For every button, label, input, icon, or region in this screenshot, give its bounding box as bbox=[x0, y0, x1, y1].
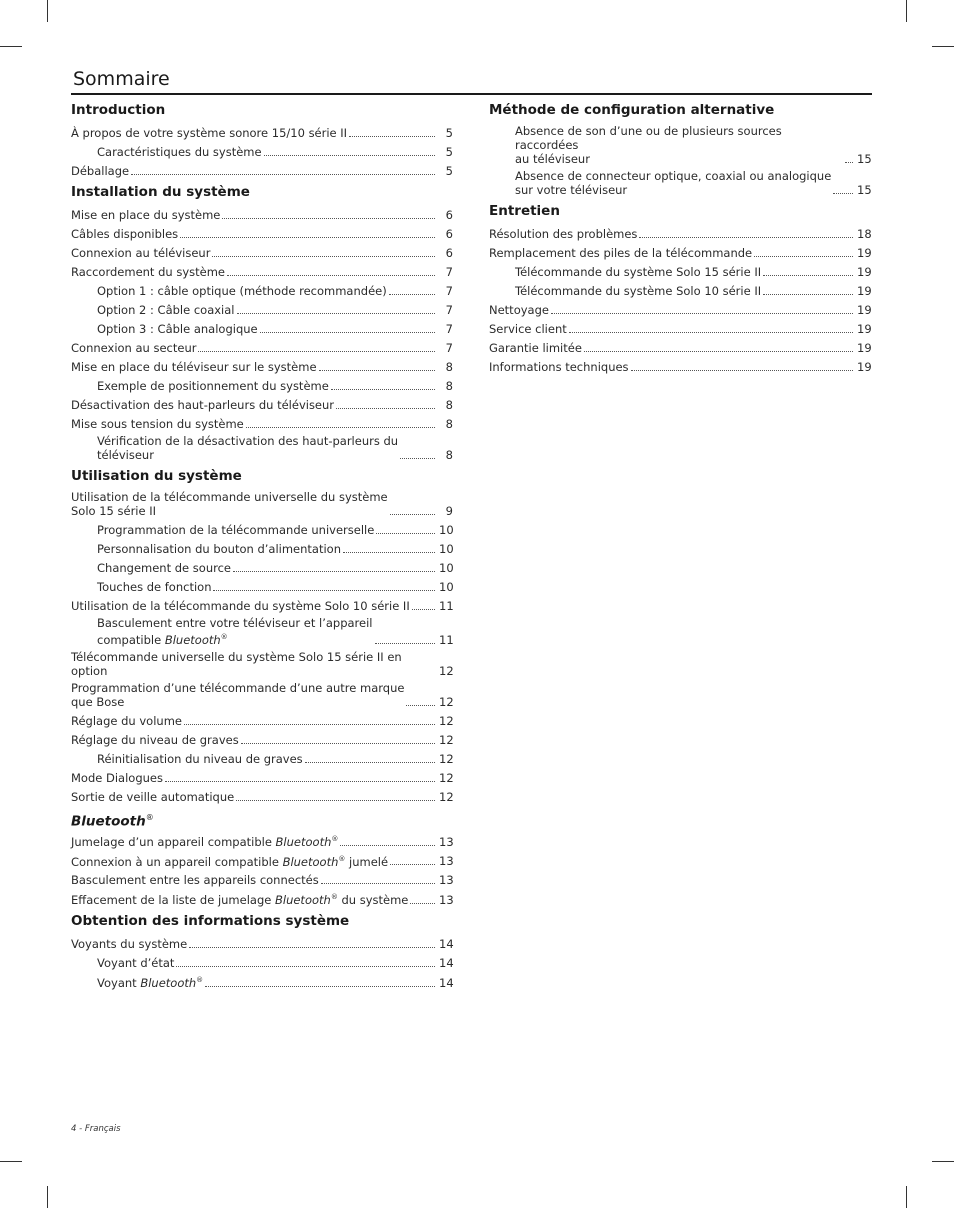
crop-mark bbox=[932, 1161, 954, 1162]
toc-entry[interactable] bbox=[71, 868, 453, 887]
dot-leader bbox=[189, 947, 435, 948]
dot-leader bbox=[763, 275, 853, 276]
dot-leader bbox=[222, 218, 435, 219]
toc-right-column bbox=[489, 100, 871, 374]
toc-section bbox=[71, 182, 453, 462]
toc-entry-label: Caractéristiques du système bbox=[97, 145, 262, 159]
toc-entry-label: Voyant d’état bbox=[97, 956, 175, 971]
toc-entry-label: Remplacement des piles de la télécommande bbox=[489, 246, 753, 260]
toc-entry[interactable] bbox=[71, 594, 453, 613]
toc-entry-label: Basculement entre les appareils connectés bbox=[71, 873, 319, 888]
toc-entry-label: Raccordement du système bbox=[71, 265, 225, 279]
toc-entry[interactable] bbox=[71, 159, 453, 178]
dot-leader bbox=[410, 903, 435, 904]
toc-entry[interactable] bbox=[71, 829, 453, 849]
toc-entry-label: Sortie de veille automatique bbox=[71, 789, 235, 804]
dot-leader bbox=[233, 571, 435, 572]
dot-leader bbox=[305, 762, 435, 763]
toc-entry-label: Mise sous tension du système bbox=[71, 417, 244, 431]
toc-entry-page: 10 bbox=[439, 542, 454, 556]
toc-entry-page: 14 bbox=[439, 937, 454, 952]
toc-entry-page: 11 bbox=[439, 599, 454, 613]
title-rule bbox=[71, 93, 872, 95]
dot-leader bbox=[176, 966, 435, 967]
toc-entry-label: Réglage du niveau de graves bbox=[71, 732, 239, 747]
dot-leader bbox=[389, 294, 435, 295]
section-heading: Introduction bbox=[71, 102, 166, 118]
crop-mark bbox=[0, 1161, 22, 1162]
toc-entry-label: Option 1 : câble optique (méthode recommandée) bbox=[97, 284, 387, 298]
toc-entry-label: Absence de son d’une ou de plusieurs sources raccordées au téléviseur bbox=[515, 124, 782, 166]
toc-entry-label: Réglage du volume bbox=[71, 713, 182, 728]
section-heading: Méthode de configuration alternative bbox=[489, 102, 775, 118]
dot-leader bbox=[551, 313, 853, 314]
toc-entry[interactable] bbox=[71, 575, 453, 594]
toc-entry[interactable] bbox=[489, 317, 871, 336]
toc-entry[interactable] bbox=[71, 747, 453, 766]
toc-entry-label: Utilisation de la télécommande du système Solo 10 série II bbox=[71, 599, 410, 613]
toc-entry-page: 7 bbox=[445, 284, 453, 298]
toc-entry-page: 12 bbox=[439, 663, 454, 678]
page-title: Sommaire bbox=[73, 68, 170, 90]
toc-section bbox=[71, 100, 453, 178]
toc-entry-page: 9 bbox=[445, 504, 453, 518]
toc-entry-label: Changement de source bbox=[97, 561, 231, 575]
toc-section bbox=[71, 466, 453, 804]
toc-entry-label: Connexion au secteur bbox=[71, 341, 197, 355]
toc-entry-page: 13 bbox=[439, 893, 454, 908]
toc-entry-label: Touches de fonction bbox=[97, 580, 212, 594]
toc-entry[interactable] bbox=[71, 260, 453, 279]
toc-entry-page: 8 bbox=[445, 360, 453, 374]
toc-entry-page: 12 bbox=[439, 751, 454, 766]
toc-entry-page: 8 bbox=[445, 379, 453, 393]
toc-entry[interactable] bbox=[71, 887, 453, 907]
toc-entry[interactable] bbox=[71, 728, 453, 747]
dot-leader bbox=[400, 458, 435, 459]
toc-entry[interactable] bbox=[489, 260, 871, 279]
toc-entry-label: Télécommande universelle du système Solo 15 série II en option bbox=[71, 649, 402, 678]
crop-mark bbox=[47, 0, 48, 22]
toc-entry-page: 19 bbox=[857, 265, 872, 279]
toc-entry[interactable] bbox=[71, 412, 453, 431]
dot-leader bbox=[340, 845, 435, 846]
toc-entry-label: Jumelage d’un appareil compatible Bluetooth® bbox=[71, 834, 339, 849]
toc-entry[interactable] bbox=[71, 613, 453, 647]
toc-entry-label: Câbles disponibles bbox=[71, 227, 179, 241]
dot-leader bbox=[763, 294, 853, 295]
toc-entry-page: 7 bbox=[445, 265, 453, 279]
toc-entry-page: 7 bbox=[445, 322, 453, 336]
toc-entry-label: Programmation d’une télécommande d’une autre marque que Bose bbox=[71, 680, 405, 709]
dot-leader bbox=[331, 389, 435, 390]
toc-entry[interactable] bbox=[71, 121, 453, 140]
toc-entry-label: Mise en place du téléviseur sur le système bbox=[71, 360, 317, 374]
toc-entry-label: Nettoyage bbox=[489, 303, 549, 317]
dot-leader bbox=[180, 237, 435, 238]
toc-entry-label: Mise en place du système bbox=[71, 208, 221, 222]
toc-entry[interactable] bbox=[71, 537, 453, 556]
toc-entry-page: 13 bbox=[439, 834, 454, 849]
toc-section bbox=[71, 911, 453, 990]
crop-mark bbox=[932, 46, 954, 47]
dot-leader bbox=[639, 237, 853, 238]
dot-leader bbox=[376, 533, 435, 534]
toc-entry-page: 10 bbox=[439, 580, 454, 594]
toc-entry[interactable] bbox=[71, 849, 453, 869]
toc-entry[interactable] bbox=[71, 355, 453, 374]
toc-entry-page: 12 bbox=[439, 732, 454, 747]
toc-entry[interactable] bbox=[71, 374, 453, 393]
toc-entry-label: Mode Dialogues bbox=[71, 770, 163, 785]
toc-entry[interactable] bbox=[71, 932, 453, 951]
dot-leader bbox=[390, 864, 435, 865]
toc-entry-label: Télécommande du système Solo 10 série II bbox=[515, 284, 762, 298]
dot-leader bbox=[205, 986, 435, 987]
toc-entry[interactable] bbox=[71, 241, 453, 260]
dot-leader bbox=[406, 705, 435, 706]
toc-entry-label: Résolution des problèmes bbox=[489, 227, 638, 241]
toc-entry-page: 8 bbox=[445, 398, 453, 412]
toc-entry[interactable] bbox=[489, 241, 871, 260]
toc-entry-page: 13 bbox=[439, 854, 454, 869]
toc-entry-page: 12 bbox=[439, 713, 454, 728]
dot-leader bbox=[390, 514, 435, 515]
dot-leader bbox=[165, 781, 435, 782]
toc-entry-label: Effacement de la liste de jumelage Bluetooth® du système bbox=[71, 893, 409, 908]
toc-entry-label: Réinitialisation du niveau de graves bbox=[97, 751, 303, 766]
toc-entry[interactable] bbox=[489, 355, 871, 374]
toc-entry[interactable] bbox=[71, 709, 453, 728]
toc-entry[interactable] bbox=[71, 556, 453, 575]
crop-mark bbox=[47, 1186, 48, 1208]
toc-entry-label: Absence de connecteur optique, coaxial ou analogique sur votre téléviseur bbox=[515, 169, 832, 197]
toc-entry-label: Voyants du système bbox=[71, 937, 188, 952]
toc-entry-page: 6 bbox=[445, 208, 453, 222]
toc-entry[interactable] bbox=[71, 951, 453, 970]
dot-leader bbox=[198, 351, 435, 352]
dot-leader bbox=[754, 256, 853, 257]
toc-entry-page: 6 bbox=[445, 227, 453, 241]
dot-leader bbox=[321, 883, 435, 884]
toc-entry-label: Désactivation des haut-parleurs du téléviseur bbox=[71, 398, 335, 412]
toc-entry-page: 15 bbox=[857, 152, 872, 166]
crop-mark bbox=[906, 1186, 907, 1208]
toc-entry[interactable] bbox=[71, 222, 453, 241]
toc-entry-page: 7 bbox=[445, 303, 453, 317]
toc-entry-label: Garantie limitée bbox=[489, 341, 582, 355]
toc-entry-label: Option 3 : Câble analogique bbox=[97, 322, 258, 336]
toc-entry[interactable] bbox=[71, 678, 453, 709]
toc-entry-page: 6 bbox=[445, 246, 453, 260]
toc-entry[interactable] bbox=[71, 203, 453, 222]
dot-leader bbox=[375, 643, 436, 644]
toc-section bbox=[71, 808, 453, 907]
toc-entry-label: Déballage bbox=[71, 164, 130, 178]
toc-entry-page: 12 bbox=[439, 770, 454, 785]
toc-entry-label: Exemple de positionnement du système bbox=[97, 379, 329, 393]
toc-entry-page: 15 bbox=[857, 183, 872, 197]
dot-leader bbox=[319, 370, 435, 371]
toc-entry-page: 12 bbox=[439, 694, 454, 709]
dot-leader bbox=[264, 155, 435, 156]
toc-entry-page: 19 bbox=[857, 284, 872, 298]
toc-entry[interactable] bbox=[71, 487, 453, 518]
crop-mark bbox=[0, 46, 22, 47]
dot-leader bbox=[241, 743, 435, 744]
toc-entry[interactable] bbox=[489, 298, 871, 317]
toc-entry-page: 19 bbox=[857, 303, 872, 317]
toc-entry-label: Voyant Bluetooth® bbox=[97, 976, 204, 991]
toc-entry-page: 5 bbox=[445, 126, 453, 140]
dot-leader bbox=[584, 351, 853, 352]
toc-entry-page: 8 bbox=[445, 448, 453, 462]
dot-leader bbox=[349, 136, 435, 137]
toc-entry[interactable] bbox=[71, 647, 453, 678]
toc-entry-page: 18 bbox=[857, 227, 872, 241]
section-heading: Entretien bbox=[489, 203, 560, 219]
toc-entry-label: Connexion à un appareil compatible Bluetooth® jumelé bbox=[71, 854, 389, 869]
toc-entry-page: 19 bbox=[857, 341, 872, 355]
toc-entry-page: 14 bbox=[439, 976, 454, 991]
toc-entry-label: Vérification de la désactivation des haut-parleurs du téléviseur bbox=[97, 434, 399, 462]
toc-entry-label: Personnalisation du bouton d’alimentation bbox=[97, 542, 341, 556]
dot-leader bbox=[237, 313, 436, 314]
toc-entry-label: Programmation de la télécommande universelle bbox=[97, 523, 375, 537]
toc-entry-page: 19 bbox=[857, 322, 872, 336]
toc-entry[interactable] bbox=[71, 317, 453, 336]
dot-leader bbox=[412, 609, 435, 610]
toc-entry-page: 11 bbox=[439, 632, 454, 647]
toc-entry[interactable] bbox=[71, 140, 453, 159]
toc-section bbox=[489, 100, 871, 197]
toc-entry[interactable] bbox=[71, 431, 453, 462]
toc-entry-page: 8 bbox=[445, 417, 453, 431]
toc-entry[interactable] bbox=[489, 121, 871, 166]
page-footer: 4 - Français bbox=[71, 1124, 121, 1134]
dot-leader bbox=[213, 590, 435, 591]
toc-entry-label: Service client bbox=[489, 322, 567, 336]
section-heading: Bluetooth® bbox=[71, 812, 154, 830]
toc-entry-page: 19 bbox=[857, 360, 872, 374]
dot-leader bbox=[236, 800, 435, 801]
toc-entry-label: Utilisation de la télécommande universelle du système Solo 15 série II bbox=[71, 490, 388, 518]
dot-leader bbox=[131, 174, 435, 175]
dot-leader bbox=[631, 370, 853, 371]
dot-leader bbox=[569, 332, 853, 333]
toc-entry-page: 7 bbox=[445, 341, 453, 355]
toc-entry[interactable] bbox=[71, 279, 453, 298]
toc-entry[interactable] bbox=[71, 785, 453, 804]
toc-entry-page: 12 bbox=[439, 789, 454, 804]
section-heading: Obtention des informations système bbox=[71, 913, 350, 930]
toc-entry[interactable] bbox=[71, 970, 453, 990]
dot-leader bbox=[212, 256, 435, 257]
toc-entry-label: À propos de votre système sonore 15/10 série II bbox=[71, 126, 348, 140]
dot-leader bbox=[343, 552, 435, 553]
dot-leader bbox=[845, 162, 853, 163]
toc-entry[interactable] bbox=[489, 279, 871, 298]
crop-mark bbox=[906, 0, 907, 22]
toc-entry[interactable] bbox=[71, 393, 453, 412]
section-heading: Utilisation du système bbox=[71, 468, 242, 484]
dot-leader bbox=[184, 724, 435, 725]
dot-leader bbox=[227, 275, 435, 276]
toc-section bbox=[489, 201, 871, 374]
toc-entry-page: 10 bbox=[439, 561, 454, 575]
toc-entry[interactable] bbox=[71, 518, 453, 537]
dot-leader bbox=[336, 408, 435, 409]
toc-entry-page: 10 bbox=[439, 523, 454, 537]
toc-entry-page: 5 bbox=[445, 145, 453, 159]
toc-entry[interactable] bbox=[489, 336, 871, 355]
toc-entry[interactable] bbox=[489, 222, 871, 241]
toc-entry-page: 5 bbox=[445, 164, 453, 178]
toc-entry-label: Connexion au téléviseur bbox=[71, 246, 211, 260]
toc-entry-page: 14 bbox=[439, 956, 454, 971]
toc-entry[interactable] bbox=[71, 766, 453, 785]
dot-leader bbox=[246, 427, 435, 428]
toc-entry-label: Télécommande du système Solo 15 série II bbox=[515, 265, 762, 279]
dot-leader bbox=[260, 332, 435, 333]
toc-entry[interactable] bbox=[489, 166, 871, 197]
toc-entry-label: Informations techniques bbox=[489, 360, 629, 374]
toc-entry-label: Basculement entre votre téléviseur et l’appareil compatible Bluetooth® bbox=[97, 616, 373, 647]
toc-entry-page: 13 bbox=[439, 873, 454, 888]
section-heading: Installation du système bbox=[71, 184, 250, 200]
dot-leader bbox=[833, 193, 853, 194]
toc-entry[interactable] bbox=[71, 298, 453, 317]
toc-entry-label: Option 2 : Câble coaxial bbox=[97, 303, 235, 317]
toc-entry-page: 19 bbox=[857, 246, 872, 260]
toc-entry[interactable] bbox=[71, 336, 453, 355]
toc-left-column bbox=[71, 100, 453, 990]
